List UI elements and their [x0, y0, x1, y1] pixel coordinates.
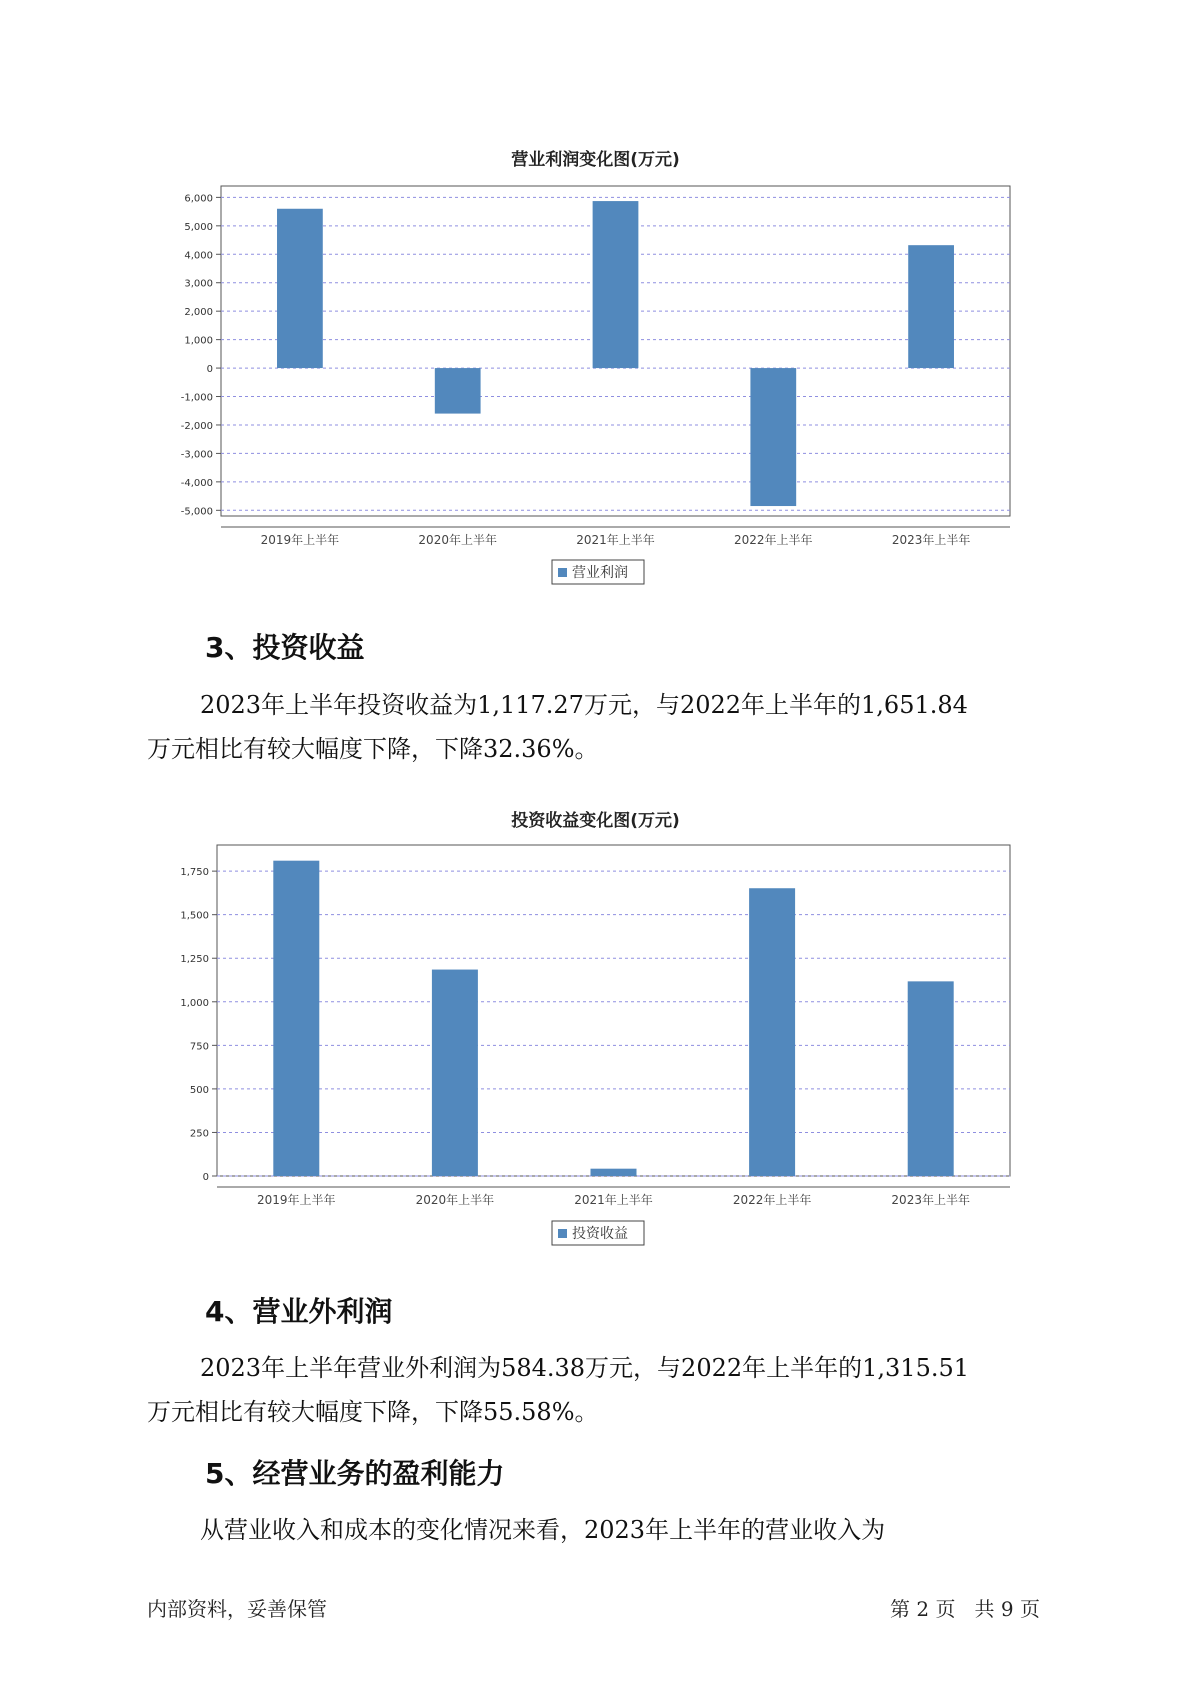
- section5-line1: 从营业收入和成本的变化情况来看，2023年上半年的营业收入为: [200, 1516, 886, 1544]
- bar: [749, 888, 795, 1176]
- y-tick-label: 750: [189, 1041, 209, 1053]
- bar: [273, 861, 319, 1176]
- section4-paragraph: [147, 1346, 1047, 1434]
- y-tick-label: 1,750: [180, 867, 209, 879]
- legend-label: 投资收益: [572, 1226, 628, 1242]
- y-tick-label: 1,000: [184, 335, 213, 347]
- x-tick-label: 2019年上半年: [260, 533, 340, 547]
- y-tick-label: 0: [206, 364, 213, 376]
- section4-line1: 2023年上半年营业外利润为584.38万元，与2022年上半年的1,315.51: [200, 1354, 970, 1382]
- y-tick-label: 6,000: [184, 193, 213, 205]
- section4-line2: 万元相比有较大幅度下降，下降55.58%。: [147, 1398, 599, 1426]
- plot-area: [217, 845, 1010, 1176]
- y-tick-label: 2,000: [184, 307, 213, 319]
- y-tick-label: 0: [202, 1172, 209, 1183]
- y-tick-label: 500: [189, 1084, 209, 1096]
- x-tick-label: 2021年上半年: [576, 533, 655, 547]
- y-tick-label: -4,000: [180, 477, 213, 489]
- x-tick-label: 2022年上半年: [734, 533, 813, 547]
- y-tick-label: 1,500: [180, 910, 209, 922]
- y-tick-label: -5,000: [180, 506, 213, 518]
- y-tick-label: 5,000: [184, 221, 213, 233]
- section3-line2: 万元相比有较大幅度下降，下降32.36%。: [147, 735, 599, 763]
- y-tick-label: -1,000: [180, 392, 213, 404]
- section5-paragraph: [147, 1508, 1047, 1552]
- legend: [552, 1221, 644, 1245]
- x-tick-label: 2021年上半年: [574, 1193, 653, 1207]
- x-tick-label: 2020年上半年: [415, 1193, 495, 1207]
- chart1-title: 营业利润变化图(万元): [511, 150, 680, 170]
- chart2-title: 投资收益变化图(万元): [511, 811, 680, 831]
- y-tick-label: 250: [189, 1128, 209, 1140]
- footer-page-number: 第 2 页 共 9 页: [890, 1597, 1040, 1621]
- footer-confidential: 内部资料，妥善保管: [147, 1597, 327, 1621]
- bar: [432, 970, 478, 1176]
- legend-swatch: [558, 1229, 567, 1238]
- x-tick-label: 2023年上半年: [891, 1193, 970, 1207]
- section4-heading: 4、营业外利润: [205, 1295, 393, 1328]
- legend-label: 营业利润: [572, 565, 628, 581]
- y-tick-label: 4,000: [184, 250, 213, 262]
- y-tick-label: -3,000: [180, 449, 213, 461]
- x-tick-label: 2019年上半年: [257, 1193, 336, 1207]
- bar: [908, 981, 954, 1176]
- y-tick-label: 3,000: [184, 278, 213, 290]
- section3-heading: 3、投资收益: [205, 631, 365, 664]
- x-tick-label: 2023年上半年: [891, 533, 971, 547]
- section3-line1: 2023年上半年投资收益为1,117.27万元，与2022年上半年的1,651.84: [200, 691, 968, 719]
- section5-heading: 5、经营业务的盈利能力: [205, 1457, 505, 1490]
- bar: [591, 1169, 637, 1176]
- y-tick-label: 1,250: [180, 954, 209, 966]
- x-tick-label: 2020年上半年: [418, 533, 497, 547]
- y-tick-label: 1,000: [180, 997, 209, 1009]
- y-tick-label: -2,000: [180, 420, 213, 432]
- x-tick-label: 2022年上半年: [732, 1193, 812, 1207]
